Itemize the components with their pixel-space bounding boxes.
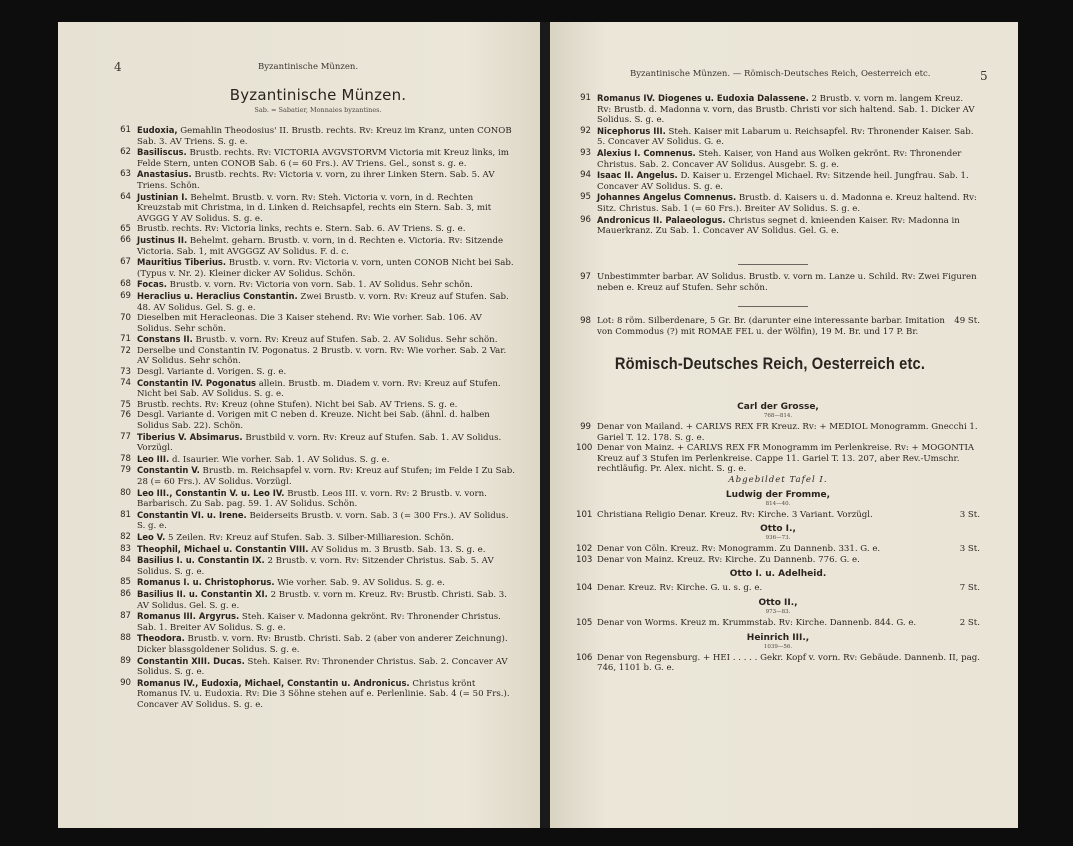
lot-number: 79 bbox=[120, 465, 131, 476]
lot-description: AV Solidus m. 3 Brustb. Sab. 13. S. g. e. bbox=[308, 544, 486, 555]
lot-number: 65 bbox=[120, 224, 131, 235]
lot-number: 75 bbox=[120, 399, 131, 410]
ruler-name: Romanus III. Argyrus. bbox=[137, 611, 240, 622]
lot-description: Zwei Brustb. v. vorn. Rv: Kreuz auf Stufen. Sab. 48. AV Solidus. Gel. S. g. e. bbox=[137, 291, 509, 313]
lot-number: 69 bbox=[120, 290, 131, 301]
lot-entry bbox=[576, 316, 980, 337]
ruler-dates: 973—83. bbox=[765, 608, 791, 615]
lot-entry bbox=[116, 488, 518, 510]
lot-description: Denar von Mainz. + CARLVS REX FR Monogramm im Perlenkreise. Rv: + MOGONTIA Kreuz auf 3 Stufen im Perlenkreise. Cappe 11. Gariel T. 13. 207, aber Rev.-Umschr. rechtläufig. Pr. Alex. nicht. S. g. e. bbox=[597, 443, 975, 475]
lot-description: Denar. Kreuz. Rv: Kirche. G. u. s. g. e. bbox=[597, 583, 763, 594]
lot-entry bbox=[576, 653, 980, 674]
lot-entry bbox=[116, 510, 518, 532]
ruler-section bbox=[576, 402, 980, 486]
ruler-name: Andronicus II. Palaeologus. bbox=[597, 214, 726, 225]
lot-entry bbox=[116, 279, 518, 291]
lot-entry bbox=[576, 93, 980, 126]
lot-quantity: 49 St. bbox=[954, 316, 980, 326]
running-head: Byzantinische Münzen. — Römisch-Deutsches Reich, Oesterreich etc. bbox=[630, 69, 931, 79]
divider bbox=[738, 306, 808, 307]
lot-number: 64 bbox=[120, 191, 131, 202]
rulers-list bbox=[576, 402, 980, 678]
lot-entry bbox=[576, 555, 980, 566]
lot-number: 102 bbox=[576, 544, 593, 555]
lot-description: 2 Brustb. v. vorn m. Kreuz. Rv: Brustb. Christi. Sab. 3. AV Solidus. Gel. S. g. e. bbox=[137, 589, 507, 611]
lot-entry bbox=[576, 148, 980, 170]
ruler-name: Constantin IV. Pogonatus bbox=[137, 377, 257, 388]
ruler-name: Constantin XIII. Ducas. bbox=[137, 655, 245, 666]
lot-description: Steh. Kaiser. Rv: Thronender Christus. Sab. 2. Concaver AV Solidus. S. g. e. bbox=[137, 656, 508, 678]
lot-number: 80 bbox=[120, 487, 131, 498]
lot-description: Denar von Cöln. Kreuz. Rv: Monogramm. Zu Dannenb. 331. G. e. bbox=[597, 544, 881, 555]
lot-list bbox=[576, 272, 980, 293]
lot-quantity: 2 St. bbox=[959, 617, 980, 628]
lot-description: Brustb. m. Reichsapfel v. vorn. Rv: Kreuz auf Stufen; im Felde I Zu Sab. 28 (= 60 Frs.). AV Solidus. Vorzügl. bbox=[137, 466, 515, 487]
lot-number: 71 bbox=[120, 334, 131, 345]
lot-quantity: 3 St. bbox=[959, 544, 980, 555]
lot-number: 104 bbox=[576, 583, 593, 594]
lot-number: 74 bbox=[120, 377, 131, 388]
lot-number: 105 bbox=[576, 617, 593, 628]
ruler-name: Focas. bbox=[137, 279, 167, 290]
ruler-heading: Otto I., bbox=[760, 524, 796, 535]
ruler-dates: 1039—56. bbox=[763, 643, 793, 650]
lot-number: 93 bbox=[580, 147, 591, 158]
ruler-name: Justinian I. bbox=[137, 191, 188, 202]
lot-list bbox=[116, 125, 518, 710]
ruler-heading: Otto II., bbox=[758, 597, 798, 608]
lot-description: Desgl. Variante d. Vorigen. S. g. e. bbox=[137, 367, 287, 378]
lot-entry bbox=[116, 224, 518, 235]
lot-description: Desgl. Variante d. Vorigen mit C neben d. Kreuze. Nicht bei Sab. (ähnl. d. halben Solidus Sab. 22). Schön. bbox=[137, 410, 490, 432]
ruler-dates: 814—40. bbox=[765, 500, 791, 507]
lot-entry bbox=[116, 378, 518, 400]
lot-number: 98 bbox=[580, 316, 591, 326]
ruler-name: Heraclius u. Heraclius Constantin. bbox=[137, 290, 298, 301]
lot-entry bbox=[576, 510, 980, 521]
lot-list bbox=[576, 93, 980, 237]
ruler-name: Mauritius Tiberius. bbox=[137, 257, 227, 268]
lot-number: 101 bbox=[576, 509, 593, 520]
ruler-section bbox=[576, 633, 980, 674]
lot-number: 73 bbox=[120, 367, 131, 378]
lot-entry bbox=[576, 215, 980, 237]
lot-entry bbox=[116, 633, 518, 655]
lot-entry bbox=[116, 346, 518, 367]
right-page bbox=[550, 22, 1018, 828]
lot-number: 85 bbox=[120, 577, 131, 588]
lot-description: 2 Brustb. v. vorn. Rv: Sitzender Christus. Sab. 5. AV Solidus. S. g. e. bbox=[137, 556, 494, 577]
page-number: 4 bbox=[114, 60, 122, 74]
lot-description: Brustb. d. Kaisers u. d. Madonna e. Kreuz haltend. Rv: Sitz. Christus. Sab. 1 (= 60 Frs.). Breiter AV Solidus. S. g. e. bbox=[597, 193, 977, 214]
lot-entry bbox=[116, 656, 518, 678]
ruler-name: Romanus IV. Diogenes u. Eudoxia Dalassene. bbox=[597, 93, 809, 103]
ruler-name: Basilius I. u. Constantin IX. bbox=[137, 555, 265, 566]
lot-number: 78 bbox=[120, 453, 131, 464]
ruler-heading: Otto I. u. Adelheid. bbox=[729, 569, 827, 580]
ruler-name: Anastasius. bbox=[137, 169, 192, 180]
lot-description: Behelmt. geharn. Brustb. v. vorn, in d. Rechten e. Victoria. Rv: Sitzende Victoria. Sab. 1, mit AVGGGZ AV Solidus. F. d. c. bbox=[137, 235, 504, 257]
lot-description: Behelmt. Brustb. v. vorn. Rv: Steh. Victoria v. vorn, in d. Rechten Kreuzstab mit Christma, in d. Linken d. Reichsapfel, rechts ein Stern. Sab. 3, mit AVGGG Y AV Solidus. S. g. e. bbox=[137, 192, 492, 224]
ruler-name: Alexius I. Comnenus. bbox=[597, 147, 696, 158]
lot-description: Christus segnet d. knieenden Kaiser. Rv: Madonna in Mauerkranz. Zu Sab. 1. Concaver AV Solidus. Gel. G. e. bbox=[597, 215, 960, 237]
lot-number: 88 bbox=[120, 633, 131, 644]
lot-entry bbox=[116, 410, 518, 431]
lot-description: allein. Brustb. m. Diadem v. vorn. Rv: Kreuz auf Stufen. Nicht bei Sab. AV Solidus. S. g. e. bbox=[137, 378, 501, 400]
lot-entry bbox=[116, 678, 518, 711]
lot-number: 76 bbox=[120, 410, 131, 421]
ruler-name: Justinus II. bbox=[137, 234, 188, 245]
lot-number: 96 bbox=[580, 214, 591, 225]
lot-number: 66 bbox=[120, 234, 131, 245]
lot-entry bbox=[116, 257, 518, 279]
lot-description: Wie vorher. Sab. 9. AV Solidus. S. g. e. bbox=[274, 578, 445, 589]
ruler-name: Leo V. bbox=[137, 531, 166, 542]
ruler-name: Constantin VI. u. Irene. bbox=[137, 509, 247, 520]
ruler-dates: 936—73. bbox=[765, 535, 791, 542]
ruler-section bbox=[576, 569, 980, 594]
lot-quantity: 3 St. bbox=[959, 509, 980, 520]
lot-number: 62 bbox=[120, 147, 131, 158]
lot-entry bbox=[116, 532, 518, 544]
ruler-section bbox=[576, 524, 980, 565]
ruler-name: Leo III. bbox=[137, 453, 170, 464]
lot-entry bbox=[116, 192, 518, 225]
lot-number: 67 bbox=[120, 257, 131, 268]
plate-note: Abgebildet Tafel I. bbox=[728, 474, 828, 485]
lot-entry bbox=[576, 583, 980, 594]
lot-description: Gemahlin Theodosius' II. Brustb. rechts. Rv: Kreuz im Kranz, unten CONOB Sab. 3. AV Triens. S. g. e. bbox=[137, 126, 512, 147]
lot-entry bbox=[576, 126, 980, 148]
lot-entry bbox=[116, 611, 518, 633]
lot-description: Brustb. rechts. Rv: VICTORIA AVGVSTORVM Victoria mit Kreuz links, im Felde Stern, unten CONOB Sab. 6 (= 60 Frs.). AV Triens. Gel., sonst s. g. e. bbox=[137, 148, 509, 169]
lot-description: d. Isaurier. Wie vorher. Sab. 1. AV Solidus. S. g. e. bbox=[169, 454, 390, 465]
lot-description: D. Kaiser u. Erzengel Michael. Rv: Sitzende heil. Jungfrau. Sab. 1. Concaver AV Solidus. S. g. e. bbox=[597, 171, 969, 192]
lot-entry bbox=[116, 313, 518, 334]
lot-description: Denar von Regensburg. + HEI . . . . . Gekr. Kopf v. vorn. Rv: Gebäude. Dannenb. II, pag. 746, 1101 b. G. e. bbox=[597, 652, 980, 674]
ruler-name: Leo III., Constantin V. u. Leo IV. bbox=[137, 487, 285, 498]
ruler-name: Eudoxia, bbox=[137, 125, 178, 135]
lot-description: Denar von Mailand. + CARLVS REX FR Kreuz. Rv: + MEDIOL Monogramm. Gnecchi 1. Gariel T. 12. 178. S. g. e. bbox=[597, 422, 978, 443]
ruler-name: Johannes Angelus Comnenus. bbox=[597, 192, 737, 203]
lot-number: 106 bbox=[576, 652, 593, 663]
ruler-heading: Heinrich III., bbox=[746, 632, 810, 643]
ruler-name: Tiberius V. Absimarus. bbox=[137, 431, 243, 442]
lot-description: Lot: 8 röm. Silberdenare, 5 Gr. Br. (darunter eine interessante barbar. Imitation von Commodus (?) mit ROMAE FEL u. der Wölfin), 19 M. Br. und 17 P. Br. bbox=[597, 316, 945, 337]
lot-number: 81 bbox=[120, 509, 131, 520]
lot-entry bbox=[116, 400, 518, 411]
ruler-name: Theophil, Michael u. Constantin VIII. bbox=[137, 543, 309, 554]
lot-description: Brustb. rechts. Rv: Victoria links, rechts e. Stern. Sab. 6. AV Triens. S. g. e. bbox=[137, 224, 466, 235]
lot-description: Brustb. v. vorn. Rv: Victoria v. vorn, unten CONOB Nicht bei Sab. (Typus v. Nr. 2). Kleiner dicker AV Solidus. Schön. bbox=[137, 258, 514, 279]
lot-description: Brustb. rechts. Rv: Kreuz (ohne Stufen). Nicht bei Sab. AV Triens. S. g. e. bbox=[137, 399, 458, 410]
lot-description: Unbestimmter barbar. AV Solidus. Brustb. v. vorn m. Lanze u. Schild. Rv: Zwei Figuren neben e. Kreuz auf Stufen. Sehr schön. bbox=[597, 272, 977, 293]
lot-entry bbox=[116, 432, 518, 454]
lot-number: 83 bbox=[120, 543, 131, 554]
ruler-section bbox=[576, 490, 980, 521]
lot-entry bbox=[116, 334, 518, 346]
lot-entry bbox=[576, 618, 980, 629]
lot-entry bbox=[116, 577, 518, 589]
lot-list bbox=[576, 316, 980, 337]
lot-description: Dieselben mit Heracleonas. Die 3 Kaiser stehend. Rv: Wie vorher. Sab. 106. AV Solidus. Sehr schön. bbox=[137, 313, 482, 334]
page-number: 5 bbox=[980, 69, 988, 83]
ruler-name: Theodora. bbox=[137, 633, 185, 644]
lot-entry bbox=[576, 170, 980, 192]
ruler-name: Constantin V. bbox=[137, 465, 200, 476]
lot-description: Steh. Kaiser mit Labarum u. Reichsapfel. Rv: Thronender Kaiser. Sab. 5. Concaver AV Solidus. G. e. bbox=[597, 126, 974, 148]
lot-entry bbox=[116, 544, 518, 556]
lot-entry bbox=[116, 125, 518, 147]
ruler-heading: Ludwig der Fromme, bbox=[725, 489, 831, 500]
lot-number: 89 bbox=[120, 655, 131, 666]
lot-entry bbox=[116, 147, 518, 169]
abbreviation-note: Sab. = Sabatier, Monnaies byzantines. bbox=[254, 106, 382, 114]
lot-description: Brustb. Leos III. v. vorn. Rv: 2 Brustb. v. vorn. Barbarisch. Zu Sab. pag. 59. 1. AV Solidus. Schön. bbox=[137, 488, 487, 510]
ruler-name: Basiliscus. bbox=[137, 147, 187, 158]
lot-number: 70 bbox=[120, 313, 131, 324]
lot-number: 95 bbox=[580, 192, 591, 203]
lot-description: Beiderseits Brustb. v. vorn. Sab. 3 (= 300 Frs.). AV Solidus. S. g. e. bbox=[137, 510, 509, 532]
lot-description: Brustb. v. vorn. Rv: Brustb. Christi. Sab. 2 (aber von anderer Zeichnung). Dicker blassgoldener Solidus. S. g. e. bbox=[137, 634, 508, 655]
ruler-name: Romanus I. u. Christophorus. bbox=[137, 577, 275, 588]
lot-description: 2 Brustb. v. vorn m. langem Kreuz. Rv: Brustb. d. Madonna v. vorn, das Brustb. Christi vor sich haltend. Sab. 1. Dicker AV Solidus. S. g. e. bbox=[597, 94, 975, 126]
lot-number: 97 bbox=[580, 272, 591, 282]
lot-number: 100 bbox=[576, 443, 593, 454]
left-page bbox=[58, 22, 540, 828]
lot-number: 63 bbox=[120, 169, 131, 180]
page-title: Byzantinische Münzen. bbox=[229, 86, 407, 104]
lot-description: Steh. Kaiser v. Madonna gekrönt. Rv: Thronender Christus. Sab. 1. Breiter AV Solidus. S. g. e. bbox=[137, 612, 501, 633]
lot-entry bbox=[116, 555, 518, 577]
ruler-section bbox=[576, 598, 980, 629]
lot-entry bbox=[576, 544, 980, 555]
lot-number: 82 bbox=[120, 531, 131, 542]
ruler-heading: Carl der Grosse, bbox=[737, 402, 819, 412]
lot-number: 91 bbox=[580, 93, 591, 103]
lot-entry bbox=[116, 367, 518, 378]
lot-description: Brustb. v. vorn. Rv: Victoria von vorn. Sab. 1. AV Solidus. Sehr schön. bbox=[166, 280, 473, 291]
lot-entry bbox=[116, 291, 518, 313]
lot-number: 90 bbox=[120, 677, 131, 688]
lot-number: 68 bbox=[120, 279, 131, 290]
ruler-name: Basilius II. u. Constantin XI. bbox=[137, 588, 268, 599]
lot-description: Denar von Mainz. Kreuz. Rv: Kirche. Zu Dannenb. 776. G. e. bbox=[597, 554, 860, 565]
lot-number: 77 bbox=[120, 431, 131, 442]
lot-number: 99 bbox=[580, 422, 591, 432]
lot-entry bbox=[116, 465, 518, 487]
lot-description: 5 Zeilen. Rv: Kreuz auf Stufen. Sab. 3. Silber-Milliaresion. Schön. bbox=[165, 532, 454, 543]
lot-description: Brustb. v. vorn. Rv: Kreuz auf Stufen. Sab. 2. AV Solidus. Sehr schön. bbox=[192, 335, 498, 346]
lot-description: Christus krönt Romanus IV. u. Eudoxia. Rv: Die 3 Söhne stehen auf e. Perlenlinie. Sab. 4 (= 50 Frs.). Concaver AV Solidus. S. g. e. bbox=[137, 678, 510, 710]
lot-entry bbox=[116, 454, 518, 466]
ruler-name: Romanus IV., Eudoxia, Michael, Constantin u. Andronicus. bbox=[137, 677, 410, 688]
book-spread bbox=[58, 22, 1018, 828]
lot-quantity: 7 St. bbox=[959, 583, 980, 594]
lot-description: Derselbe und Constantin IV. Pogonatus. 2 Brustb. v. vorn. Rv: Wie vorher. Sab. 2 Var. AV Solidus. Sehr schön. bbox=[137, 345, 507, 367]
lot-number: 86 bbox=[120, 588, 131, 599]
lot-description: Christiana Religio Denar. Kreuz. Rv: Kirche. 3 Variant. Vorzügl. bbox=[597, 509, 873, 520]
lot-number: 61 bbox=[120, 125, 131, 135]
lot-number: 87 bbox=[120, 611, 131, 622]
lot-description: Denar von Worms. Kreuz m. Krummstab. Rv: Kirche. Dannenb. 844. G. e. bbox=[597, 617, 917, 628]
divider bbox=[738, 264, 808, 265]
lot-number: 94 bbox=[580, 170, 591, 181]
lot-entry bbox=[116, 235, 518, 257]
ruler-dates: 768—814. bbox=[763, 413, 793, 419]
lot-number: 103 bbox=[576, 554, 593, 565]
lot-number: 72 bbox=[120, 345, 131, 356]
lot-number: 84 bbox=[120, 555, 131, 566]
lot-entry bbox=[576, 422, 980, 443]
ruler-name: Constans II. bbox=[137, 334, 193, 345]
ruler-name: Isaac II. Angelus. bbox=[597, 170, 678, 181]
lot-description: Brustb. rechts. Rv: Victoria v. vorn, zu ihrer Linken Stern. Sab. 5. AV Triens. Schön. bbox=[137, 170, 495, 191]
ruler-name: Nicephorus III. bbox=[597, 125, 666, 136]
lot-entry bbox=[576, 272, 980, 293]
lot-entry bbox=[576, 192, 980, 214]
running-head: Byzantinische Münzen. bbox=[258, 62, 359, 72]
lot-description: Steh. Kaiser, von Hand aus Wolken gekrönt. Rv: Thronender Christus. Sab. 2. Concaver AV Solidus. Ausgebr. S. g. e. bbox=[597, 148, 962, 170]
lot-number: 92 bbox=[580, 125, 591, 136]
gutter bbox=[540, 22, 550, 828]
lot-entry bbox=[116, 589, 518, 611]
lot-entry bbox=[116, 169, 518, 191]
lot-description: Brustbild v. vorn. Rv: Kreuz auf Stufen. Sab. 1. AV Solidus. Vorzügl. bbox=[137, 432, 502, 454]
section-title: Römisch-Deutsches Reich, Oesterreich etc. bbox=[614, 354, 926, 373]
lot-entry bbox=[576, 443, 980, 475]
